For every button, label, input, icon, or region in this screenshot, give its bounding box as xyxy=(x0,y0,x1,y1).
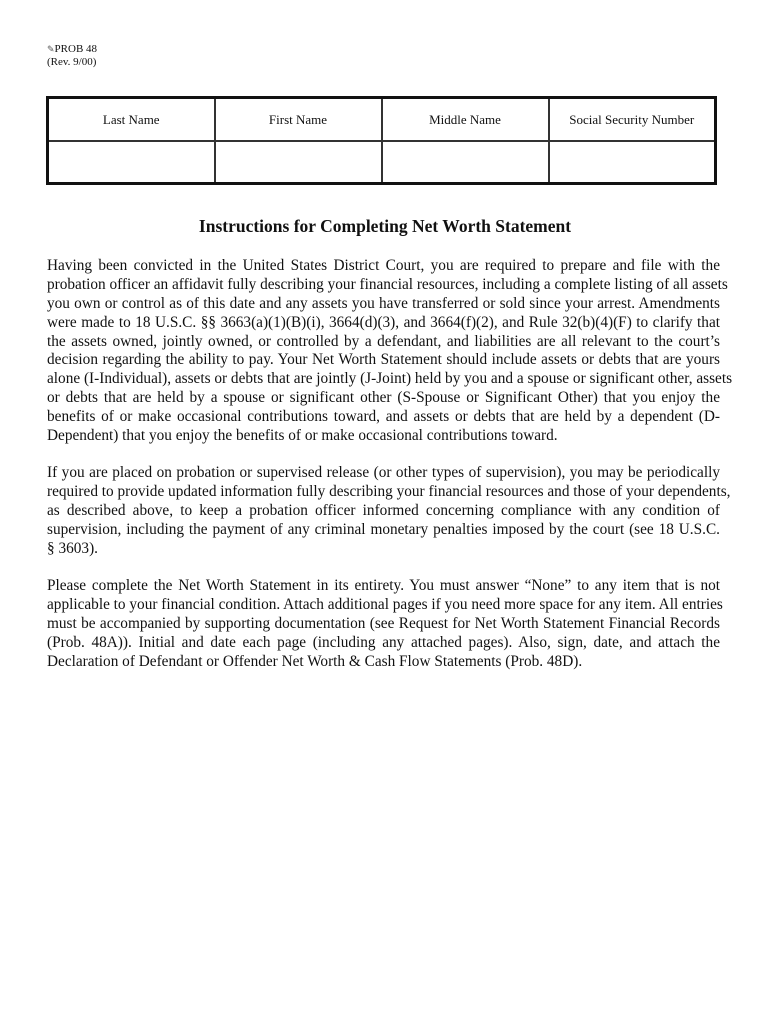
paragraph-line: applicable to your financial condition. Attach additional pages if you need more space for any item. All entries xyxy=(47,595,723,613)
middle-name-field[interactable] xyxy=(382,141,549,184)
paragraph-line: alone (I-Individual), assets or debts that are jointly (J-Joint) held by you and a spouse or significant other, assets xyxy=(47,370,733,388)
instructions-paragraph-2 xyxy=(47,464,731,558)
column-header-first-name: First Name xyxy=(215,98,382,142)
paragraph-line: the assets owned, jointly owned, or controlled by a defendant, and liabilities are all relevant to the court’s xyxy=(47,332,720,350)
paragraph-line: Having been convicted in the United States District Court, you are required to prepare and file with the xyxy=(47,257,720,274)
paragraph-line: required to provide updated information fully describing your financial resources and those of your dependents, xyxy=(47,482,731,500)
page-title: Instructions for Completing Net Worth Statement xyxy=(198,216,572,236)
paragraph-line: supervision, including the payment of any criminal monetary penalties imposed by the court (see 18 U.S.C. xyxy=(47,520,720,538)
identification-table xyxy=(46,96,717,185)
paragraph-line: Dependent) that you enjoy the benefits of or make occasional contributions toward. xyxy=(47,427,558,445)
paragraph-line: decision regarding the ability to pay. Your Net Worth Statement should include assets or debts that are yours xyxy=(47,351,720,369)
form-revision: (Rev. 9/00) xyxy=(47,56,97,68)
ssn-field[interactable] xyxy=(549,141,716,184)
paragraph-line: were made to 18 U.S.C. §§ 3663(a)(1)(B)(i), 3664(d)(3), and 3664(f)(2), and Rule 32(b)(4)(F) to clarify that xyxy=(47,313,720,331)
paragraph-line: Declaration of Defendant or Offender Net Worth & Cash Flow Statements (Prob. 48D). xyxy=(47,652,583,670)
paragraph-line: benefits of or make occasional contributions toward, and assets or debts that are held by a dependent (D- xyxy=(47,408,720,426)
paragraph-line: § 3603). xyxy=(47,539,98,557)
form-header xyxy=(47,43,97,69)
paragraph-line: (Prob. 48A)). Initial and date each page (including any attached pages). Also, sign, date, and attach the xyxy=(47,633,720,651)
paragraph-line: you own or control as of this date and any assets you have transferred or sold since your arrest. Amendments xyxy=(47,294,720,312)
paragraph-line: If you are placed on probation or supervised release (or other types of supervision), you may be periodically xyxy=(47,464,720,481)
instructions-paragraph-3 xyxy=(47,577,723,671)
paragraph-line: probation officer an affidavit fully describing your financial resources, including a complete listing of all assets xyxy=(47,275,728,293)
paragraph-line: Please complete the Net Worth Statement in its entirety. You must answer “None” to any item that is not xyxy=(47,577,720,594)
first-name-field[interactable] xyxy=(215,141,382,184)
form-id: PROB 48 xyxy=(54,43,98,55)
last-name-field[interactable] xyxy=(48,141,215,184)
paragraph-line: as described above, to keep a probation officer informed concerning compliance with any condition of xyxy=(47,501,720,519)
paragraph-line: must be accompanied by supporting documentation (see Request for Net Worth Statement Financial Records xyxy=(47,614,720,632)
instructions-paragraph-1 xyxy=(47,257,733,446)
column-header-ssn: Social Security Number xyxy=(549,98,716,142)
pencil-icon: ✎ xyxy=(47,44,55,54)
column-header-last-name: Last Name xyxy=(48,98,215,142)
paragraph-line: or debts that are held by a spouse or significant other (S-Spouse or Significant Other) that you enjoy the xyxy=(47,389,720,407)
column-header-middle-name: Middle Name xyxy=(382,98,549,142)
